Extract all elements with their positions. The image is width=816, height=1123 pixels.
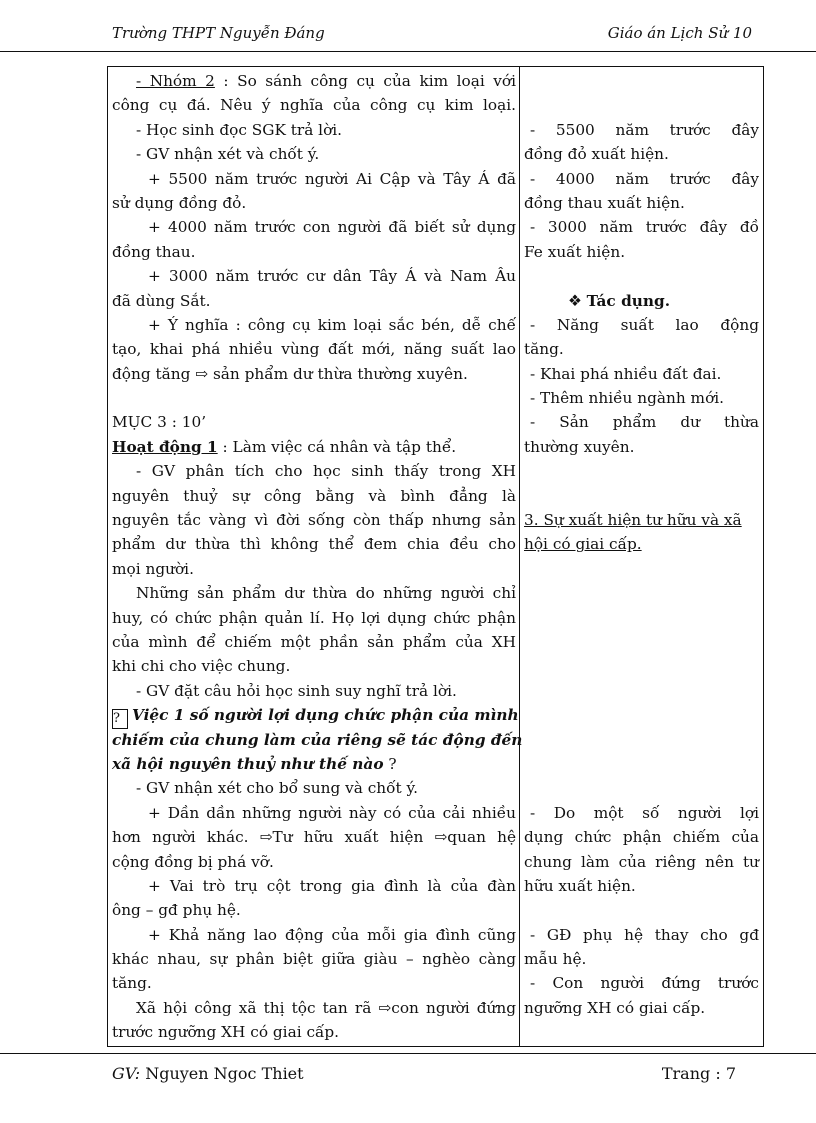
text-line: phẩm dư thừa thì không thể đem chia đều cho [112, 535, 516, 554]
text-line: đã dùng Sắt. [112, 291, 211, 310]
section-heading: MỤC 3 : 10’ [112, 413, 207, 432]
text-line: trước ngưỡng XH có giai cấp. [112, 1023, 340, 1042]
text-line: - 5500 năm trước đây [530, 120, 759, 139]
text-line: - 4000 năm trước đây [530, 169, 759, 188]
activities-column: - Nhóm 2 : So sánh công cụ của kim loại với công cụ đá. Nêu ý nghĩa của công cụ kim loại. - Học sinh đọc SGK trả lời. - GV nhận xét và chốt ý. + 5500 năm trước người Ai Cập và Tây Á đã sử dụng đồng đỏ. + 4000 năm trước con người đã biết sử dụng đồng thau. + 3000 năm trước cư dân Tây Á và Nam Âu đã dùng Sắt. + Ý nghĩa : công cụ kim loại sắc bén, dễ chế tạo, khai phá nhiều vùng đất mới, năng suất lao động tăng ⇨ sản phẩm dư thừa thường xuyên. MỤC 3 : 10’ Hoạt động 1 : Làm việc cá nhân và tập thể. - GV phân tích cho học sinh thấy trong XH nguyên thuỷ sự công bằng và bình đẳng là nguyên tắc vàng vì đời sống còn thấp nhưng sản phẩm dư thừa thì không thể đem chia đều cho mọi người. Những sản phẩm dư thừa do những người chỉ huy, có chức phận quản lí. Họ lợi dụng chức phận của mình để chiếm một phần sản phẩm của XH khi chi cho việc chung. - GV đặt câu hỏi học sinh suy nghĩ trả lời. ? Việc 1 số người lợi dụng chức phận của mình chiếm của chung làm của riêng sẽ tác động đến xã hội nguyên thuỷ như thế nào ? - GV nhận xét cho bổ sung và chốt ý. + Dần dần những người này có của cải nhiều hơn người khác. ⇨Tư hữu xuất hiện ⇨quan hệ cộng đồng bị phá vỡ. + Vai trò trụ cột trong gia đình là của đàn ông – gđ phụ hệ. + Khả năng lao động của mỗi gia đình cũng khác nhau, sự phân biệt giữa giàu – nghèo càng tăng. Xã hội công xã thị tộc tan rã ⇨con người đứng trước ngưỡng XH có giai cấp. [112, 69, 516, 1045]
text-line: - Do một số người lợi [530, 803, 759, 822]
teacher-credit: GV: Nguyen Ngoc Thiet [112, 1064, 304, 1083]
text-line: + 3000 năm trước cư dân Tây Á và Nam Âu [148, 267, 516, 286]
text-line: - Học sinh đọc SGK trả lời. [136, 120, 343, 139]
text-line: cộng đồng bị phá vỡ. [112, 852, 274, 871]
lesson-table [107, 66, 764, 1047]
page-number: Trang : 7 [661, 1064, 736, 1083]
page-header [112, 22, 752, 48]
text-line: - GV nhận xét và chốt ý. [136, 145, 320, 164]
text-line: mẫu hệ. [524, 950, 587, 969]
text-line: + 4000 năm trước con người đã biết sử dụng [148, 218, 516, 237]
text-line: tạo, khai phá nhiều vùng đất mới, năng suất lao [112, 340, 516, 359]
text-line: động tăng ⇨ sản phẩm dư thừa thường xuyên. [112, 364, 468, 383]
diamond-bullet-icon: ❖ [568, 291, 582, 310]
text-line: - Khai phá nhiều đất đai. [530, 364, 722, 383]
text-line: công cụ đá. Nêu ý nghĩa của công cụ kim loại. [112, 96, 516, 115]
text-line: ông – gđ phụ hệ. [112, 901, 241, 920]
activity-1-label: Hoạt động 1 [112, 437, 218, 456]
text-line: của mình để chiếm một phần sản phẩm của XH [112, 632, 516, 651]
text-line: nguyên thuỷ sự công bằng và bình đẳng là [112, 486, 516, 505]
text-line: chung làm của riêng nên tư [524, 852, 759, 871]
text-line: đồng thau xuất hiện. [524, 193, 685, 212]
text-line: - Nhóm 2 : So sánh công cụ của kim loại với [136, 72, 517, 90]
text-line: Những sản phẩm dư thừa do những người chỉ [136, 584, 516, 603]
text-line: sử dụng đồng đỏ. [112, 193, 247, 212]
question-mark-icon: ? [112, 709, 128, 729]
text-line: thường xuyên. [524, 437, 635, 456]
text-line: khác nhau, sự phân biệt giữa giàu – nghèo càng [112, 950, 516, 969]
group-2-label: - Nhóm 2 [136, 72, 215, 90]
text-line: nguyên tắc vàng vì đời sống còn thấp nhưng sản [112, 511, 516, 530]
text-line: - GV phân tích cho học sinh thấy trong XH [136, 462, 516, 481]
text-line: + Khả năng lao động của mỗi gia đình cũng [148, 925, 516, 944]
text-line: - 3000 năm trước đây đồ [530, 218, 759, 237]
spacer [112, 386, 516, 410]
column-divider [519, 67, 520, 1046]
header-rule [0, 51, 816, 52]
text-line: + 5500 năm trước người Ai Cập và Tây Á đã [148, 169, 516, 188]
subheading: Tác dụng. [586, 291, 671, 310]
text-line: - Thêm nhiều ngành mới. [530, 389, 725, 408]
text-line: hữu xuất hiện. [524, 876, 636, 895]
text-line: - Sản phẩm dư thừa [530, 413, 759, 432]
subject-title: Giáo án Lịch Sử 10 [607, 24, 752, 42]
text-line: - Con người đứng trước [530, 974, 759, 993]
text-line: + Ý nghĩa : công cụ kim loại sắc bén, dễ chế [148, 315, 516, 334]
text-line: đồng đỏ xuất hiện. [524, 145, 669, 164]
text-line: - GĐ phụ hệ thay cho gđ [530, 925, 759, 944]
text-line: - GV đặt câu hỏi học sinh suy nghĩ trả lời. [136, 681, 457, 700]
text-line: khi chi cho việc chung. [112, 657, 291, 676]
text-line: ngưỡng XH có giai cấp. [524, 998, 706, 1017]
text-line: mọi người. [112, 559, 194, 578]
page-footer [112, 1062, 736, 1088]
content-column [524, 69, 759, 1020]
school-name: Trường THPT Nguyễn Đáng [112, 24, 325, 42]
text-line: - GV nhận xét cho bổ sung và chốt ý. [136, 779, 418, 798]
text-line: huy, có chức phận quản lí. Họ lợi dụng chức phận [112, 608, 516, 627]
text-line: + Vai trò trụ cột trong gia đình là của đàn [148, 876, 516, 895]
text-line: dụng chức phận chiếm của [524, 828, 759, 847]
footer-rule [0, 1053, 816, 1054]
text-line: + Dần dần những người này có của cải nhiều [148, 803, 516, 822]
text-line: Xã hội công xã thị tộc tan rã ⇨con người đứng [136, 998, 516, 1017]
text-line: Fe xuất hiện. [524, 242, 626, 261]
text-line: đồng thau. [112, 242, 196, 261]
question-line: chiếm của chung làm của riêng sẽ tác động đến [112, 730, 523, 749]
section-title: hội có giai cấp. [524, 535, 642, 554]
teacher-name: Nguyen Ngoc Thiet [145, 1064, 304, 1083]
text-line: hơn người khác. ⇨Tư hữu xuất hiện ⇨quan hệ [112, 828, 516, 847]
text-line: tăng. [524, 340, 564, 359]
section-title: 3. Sự xuất hiện tư hữu và xã [524, 511, 742, 530]
text-line: tăng. [112, 974, 152, 993]
question-line: ? Việc 1 số người lợi dụng chức phận của mình [112, 703, 516, 727]
text-line: - Năng suất lao động [530, 315, 759, 334]
